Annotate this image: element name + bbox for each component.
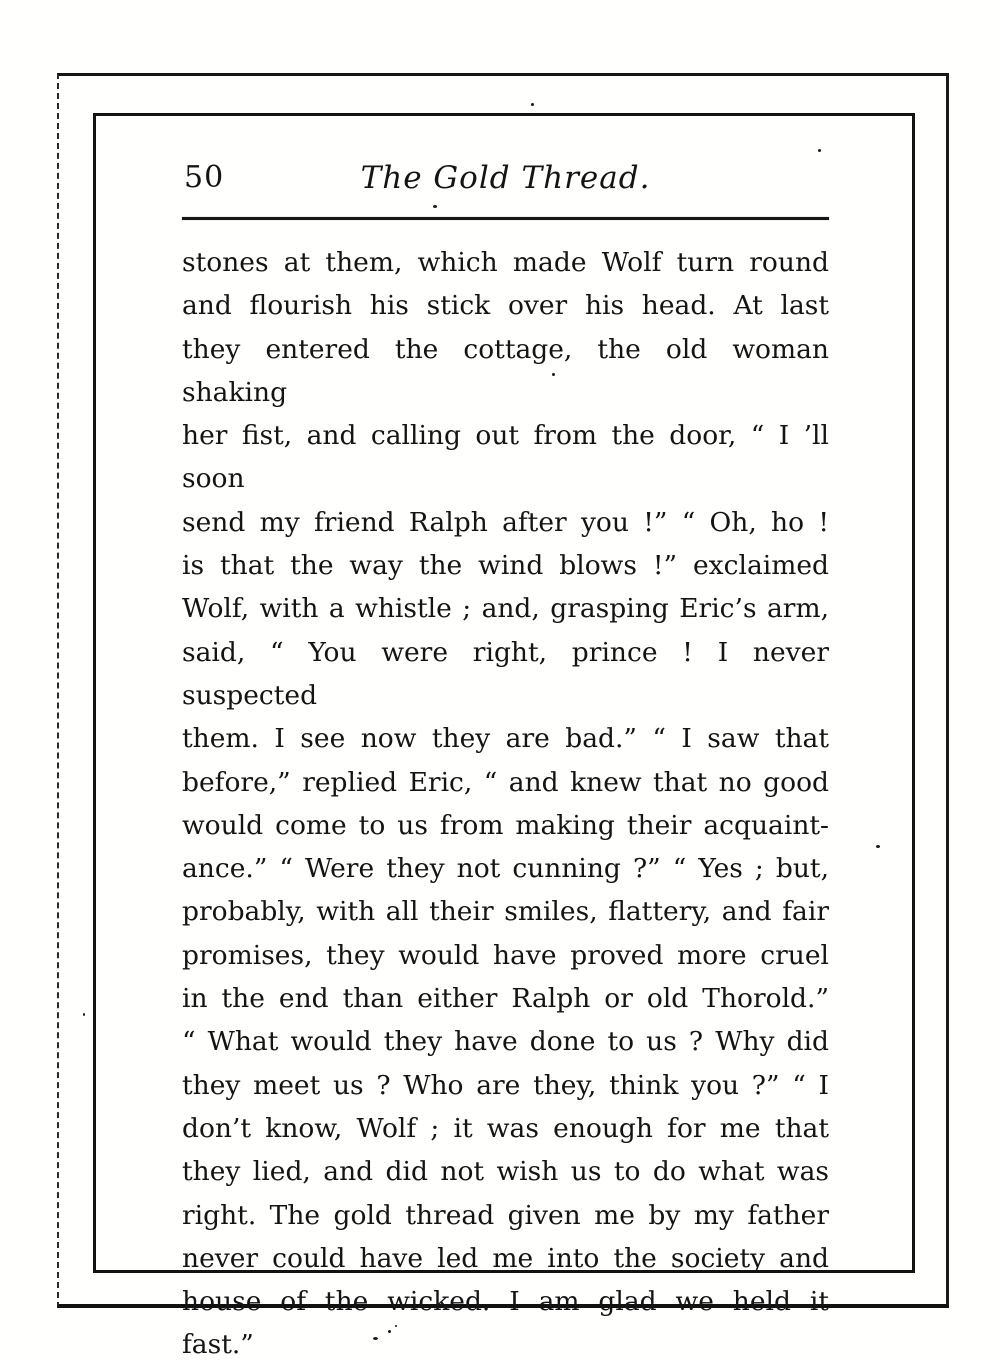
scan-speck — [552, 373, 555, 376]
inner-border — [93, 113, 915, 1360]
scan-speck — [818, 149, 821, 152]
text-line: and flourish his stick over his head. At last — [182, 290, 829, 322]
page-content — [182, 116, 829, 1360]
page-header — [182, 160, 829, 200]
scan-speck — [876, 845, 880, 848]
text-line: promises, they would have proved more cruel — [182, 939, 829, 971]
text-line: they meet us ? Who are they, think you ?” “ I — [182, 1069, 829, 1101]
scan-speck — [83, 1013, 85, 1016]
text-line: they entered the cottage, the old woman shaking — [182, 333, 829, 408]
running-title: The Gold Thread. — [360, 160, 651, 196]
text-line: probably, with all their smiles, flattery, and fair — [182, 896, 829, 928]
inner-area — [57, 73, 949, 1360]
text-line: ance.” “ Were they not cunning ?” “ Yes ; but, — [182, 853, 829, 885]
text-line: fast.” — [182, 1329, 254, 1360]
text-line: house of the wicked. I am glad we held it — [182, 1286, 829, 1318]
body-text — [182, 241, 829, 1360]
text-line: “ What would they have done to us ? Why did — [182, 1026, 829, 1058]
text-line: her fist, and calling out from the door, “ I ’ll soon — [182, 420, 829, 495]
text-line: right. The gold thread given me by my father — [182, 1199, 829, 1231]
text-line: is that the way the wind blows !” exclaimed — [182, 550, 829, 582]
text-line: in the end than either Ralph or old Thorold.” — [182, 983, 829, 1015]
text-line: never could have led me into the society and — [182, 1242, 829, 1274]
header-rule — [182, 217, 829, 220]
text-line: would come to us from making their acquaint- — [182, 809, 829, 841]
text-line: stones at them, which made Wolf turn round — [182, 247, 829, 278]
scan-speck — [373, 1337, 378, 1340]
scan-speck — [433, 205, 437, 208]
scan-speck — [395, 1325, 397, 1327]
scan-speck — [388, 1330, 391, 1333]
text-line: said, “ You were right, prince ! I never suspected — [182, 636, 829, 711]
text-line: don’t know, Wolf ; it was enough for me that — [182, 1112, 829, 1144]
text-line: them. I see now they are bad.” “ I saw that — [182, 723, 829, 755]
scan-speck — [531, 103, 534, 106]
text-line: before,” replied Eric, “ and knew that no good — [182, 766, 829, 798]
text-line: Wolf, with a whistle ; and, grasping Eric’s arm, — [182, 593, 829, 625]
text-line: they lied, and did not wish us to do what was — [182, 1156, 829, 1188]
text-line: send my friend Ralph after you !” “ Oh, ho ! — [182, 506, 829, 538]
page-number: 50 — [184, 160, 225, 195]
